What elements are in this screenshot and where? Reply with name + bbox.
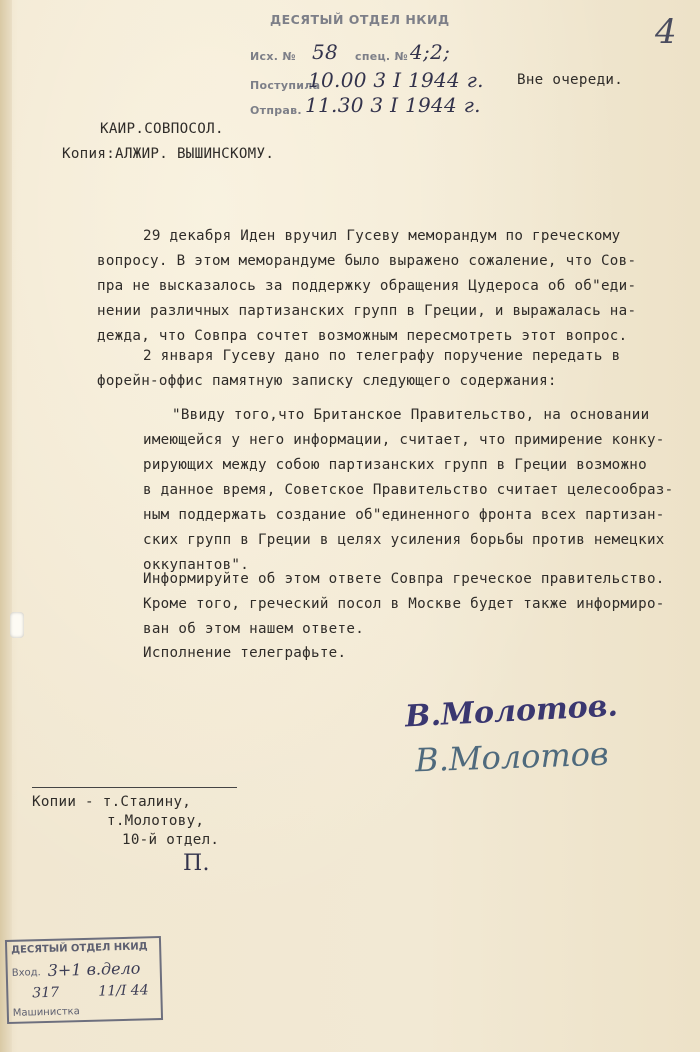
priority-label: Вне очереди. (517, 72, 624, 88)
paragraph-3-line: Информируйте об этом ответе Совпра греческое правительство. (143, 571, 665, 587)
page-binding-edge (0, 0, 12, 1052)
copies-line-2: т.Молотову, (107, 813, 205, 829)
signature-2: В.Молотов (414, 734, 610, 780)
paragraph-2-line: 2 января Гусеву дано по телеграфу поручение передать в (143, 348, 621, 364)
signature-1: В.Молотов. (404, 688, 619, 735)
quote-line: ным поддержать создание об"единенного фронта всех партизан- (143, 507, 665, 523)
paragraph-1-line: вопросу. В этом меморандуме было выражено сожаление, что Сов- (97, 253, 637, 269)
stamp-spec-number: 4;2; (410, 40, 451, 64)
quote-line: имеющейся у него информации, считает, что примирение конку- (143, 432, 665, 448)
quote-line: ских групп в Греции в целях усиления борьбы против немецких (143, 532, 665, 548)
registration-stamp-typist: Машинистка (12, 1006, 80, 1019)
registration-stamp (5, 936, 163, 1024)
page-number: 4 (655, 12, 677, 52)
paragraph-4: Исполнение телеграфьте. (143, 645, 347, 661)
registration-stamp-title: ДЕСЯТЫЙ ОТДЕЛ НКИД (11, 941, 148, 956)
stamp-out-number: 58 (312, 40, 339, 64)
stamp-received-label: Поступила (250, 79, 321, 92)
addressee-line-2: Копия:АЛЖИР. ВЫШИНСКОМУ. (62, 146, 275, 162)
registration-stamp-value: 3+1 в.дело (47, 958, 141, 980)
stamp-spec-label: спец. № (355, 50, 409, 63)
stamp-out-label: Исх. № (250, 50, 296, 63)
stamp-department: ДЕСЯТЫЙ ОТДЕЛ НКИД (270, 12, 450, 27)
copies-initial: П. (183, 851, 210, 876)
quote-line: рирующих между собою партизанских групп в Греции возможно (143, 457, 647, 473)
paragraph-3-line: ван об этом нашем ответе. (143, 621, 365, 637)
registration-stamp-number: 317 (32, 984, 60, 1002)
quote-line: "Ввиду того,что Британское Правительство, на основании (172, 407, 650, 423)
paragraph-1-line: 29 декабря Иден вручил Гусеву меморандум по греческому (143, 228, 621, 244)
addressee-line-1: КАИР.СОВПОСОЛ. (100, 121, 224, 137)
registration-stamp-date: 11/I 44 (98, 982, 149, 1000)
copies-line-3: 10-й отдел. (122, 832, 220, 848)
paragraph-1-line: дежда, что Совпра сочтет возможным пересмотреть этот вопрос. (97, 328, 628, 344)
copies-line-1: Копии - т.Сталину, (32, 794, 192, 810)
paragraph-3-line: Кроме того, греческий посол в Москве будет также информиро- (143, 596, 665, 612)
paragraph-2-line: форейн-оффис памятную записку следующего содержания: (97, 373, 557, 389)
stamp-sent-label: Отправ. (250, 104, 302, 117)
quote-line: оккупантов". (143, 557, 250, 573)
registration-stamp-label: Вход. (11, 967, 41, 979)
quote-line: в данное время, Советское Правительство считает целесообраз- (143, 482, 674, 498)
paragraph-1-line: нении различных партизанских групп в Греции, и выражалась на- (97, 303, 637, 319)
paragraph-1-line: пра не высказалось за поддержку обращения Цудероса об об"еди- (97, 278, 637, 294)
stamp-sent-value: 11.30 3 I 1944 г. (305, 93, 481, 117)
punch-hole (10, 612, 24, 638)
copies-divider (32, 787, 237, 788)
stamp-received-value: 10.00 3 I 1944 г. (308, 68, 484, 92)
